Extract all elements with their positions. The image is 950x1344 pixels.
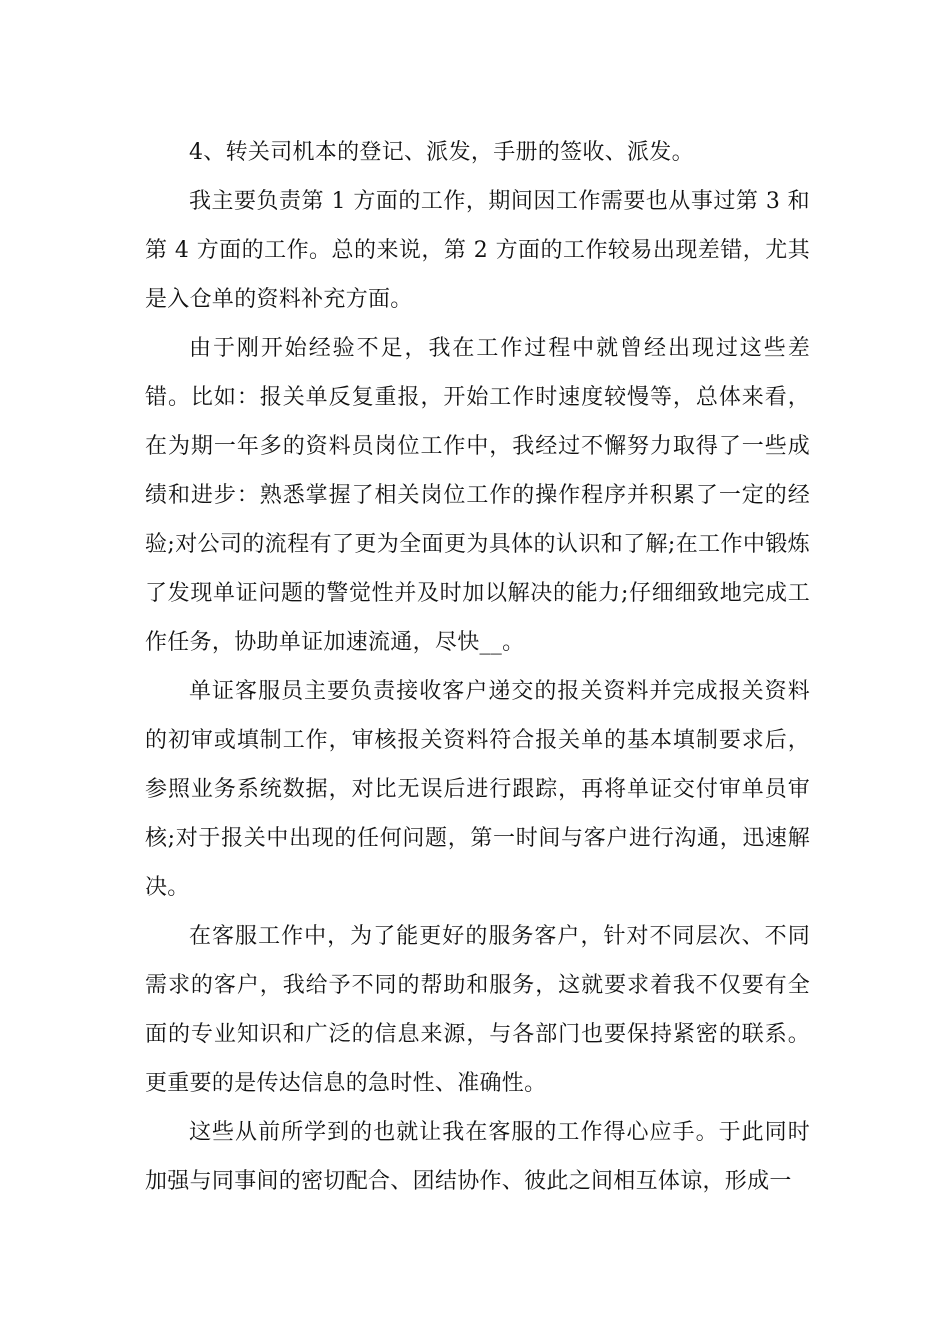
paragraph-service-approach: 在客服工作中，为了能更好的服务客户，针对不同层次、不同需求的客户，我给予不同的帮助和服务，这就要求着我不仅要有全面的专业知识和广泛的信息来源，与各部门也要保持紧密的联系。更重要的是传达信息的急时性、准确性。 xyxy=(145,924,810,1096)
paragraph-duty-4: 4、转关司机本的登记、派发，手册的签收、派发。 xyxy=(189,140,694,165)
paragraph-experience: 由于刚开始经验不足，我在工作过程中就曾经出现过这些差错。比如：报关单反复重报，开始工作时速度较慢等，总体来看，在为期一年多的资料员岗位工作中，我经过不懈努力取得了一些成绩和进步：熟悉掌握了相关岗位工作的操作程序并积累了一定的经验;对公司的流程有了更为全面更为具体的认识和了解;在工作中锻炼了发现单证问题的警觉性并及时加以解决的能力;仔细细致地完成工作任务，协助单证加速流通，尽快__。 xyxy=(145,336,810,655)
paragraph-responsibilities: 我主要负责第 1 方面的工作，期间因工作需要也从事过第 3 和第 4 方面的工作。总的来说，第 2 方面的工作较易出现差错，尤其是入仓单的资料补充方面。 xyxy=(145,189,810,312)
paragraph-teamwork: 这些从前所学到的也就让我在客服的工作得心应手。于此同时加强与同事间的密切配合、团结协作、彼此之间相互体谅，形成一 xyxy=(145,1120,810,1194)
paragraph-customer-service-role: 单证客服员主要负责接收客户递交的报关资料并完成报关资料的初审或填制工作，审核报关资料符合报关单的基本填制要求后，参照业务系统数据，对比无误后进行跟踪，再将单证交付审单员审核;对于报关中出现的任何问题，第一时间与客户进行沟通，迅速解决。 xyxy=(145,679,810,900)
document-body xyxy=(145,128,810,1206)
